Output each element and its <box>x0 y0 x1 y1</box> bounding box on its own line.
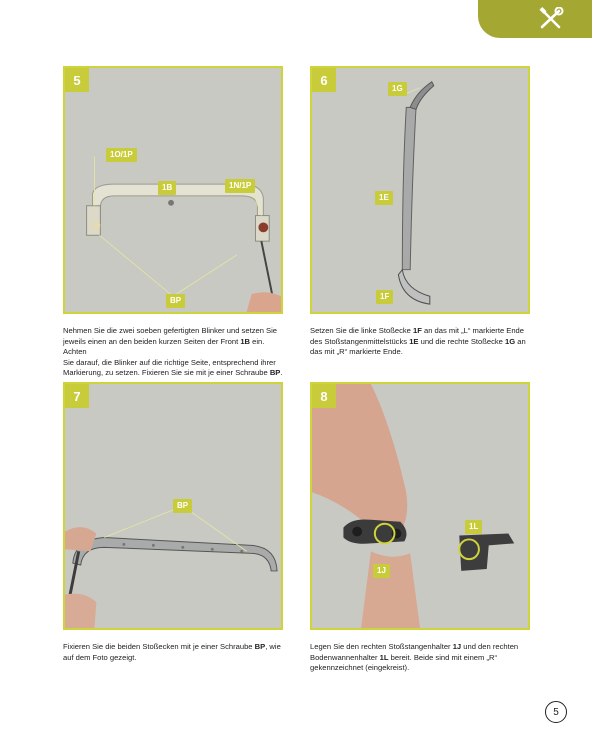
step-5-photo <box>63 66 283 314</box>
step-number: 8 <box>312 384 336 408</box>
step-number: 7 <box>65 384 89 408</box>
part-label: 1E <box>375 191 393 205</box>
photo-bumper-corners <box>312 68 528 312</box>
part-label: BP <box>173 499 192 513</box>
part-label: 1N/1P <box>225 179 255 193</box>
step-8-photo <box>310 382 530 630</box>
section-tab <box>478 0 592 38</box>
step-number: 6 <box>312 68 336 92</box>
part-label: 1G <box>388 82 407 96</box>
step-7-caption: Fixieren Sie die beiden Stoßecken mit je einer Schraube BP, wie auf dem Foto gezeigt. <box>63 642 281 662</box>
step-5-caption: Nehmen Sie die zwei soeben gefertigten Blinker und setzen Sie jeweils einen an den beiden kurzen Seiten der Front 1B ein. Achten Sie darauf, die Blinker auf die richtige Seite, entsprechend ihrer Markierung, zu setzen. Fixieren Sie sie mit je einer Schraube BP. <box>63 326 283 377</box>
step-number: 5 <box>65 68 89 92</box>
part-label: 1O/1P <box>106 148 137 162</box>
step-6-caption: Setzen Sie die linke Stoßecke 1F an das mit „L“ markierte Ende des Stoßstangenmittelstücks 1E und die rechte Stoßecke 1G an das mit „R“ markierte Ende. <box>310 326 526 356</box>
tools-icon <box>538 7 564 31</box>
part-label: 1J <box>373 564 390 578</box>
part-label: BP <box>166 294 185 308</box>
step-6-photo <box>310 66 530 314</box>
part-label: 1L <box>465 520 482 534</box>
part-label: 1B <box>158 181 176 195</box>
step-8-caption: Legen Sie den rechten Stoßstangenhalter 1J und den rechten Bodenwannenhalter 1L bereit. Beide sind mit einem „R“ gekennzeichnet (eingekreist). <box>310 642 519 672</box>
part-label: 1F <box>376 290 393 304</box>
photo-holders <box>312 384 528 628</box>
step-7-photo <box>63 382 283 630</box>
page-number: 5 <box>545 701 567 723</box>
